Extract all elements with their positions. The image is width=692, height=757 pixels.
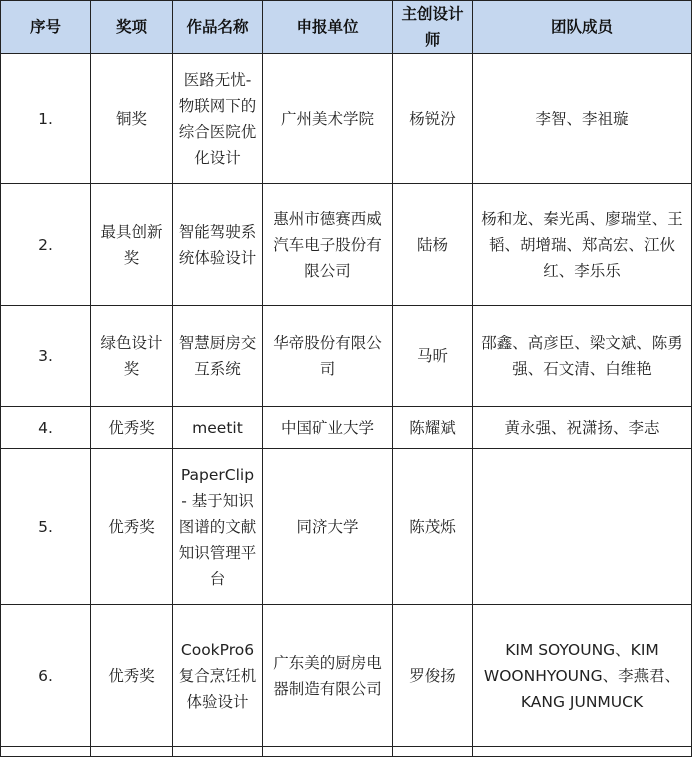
cell-work: CookPro6 复合烹饪机体验设计: [173, 605, 263, 747]
header-unit: 申报单位: [263, 1, 393, 54]
cell-team: [473, 449, 692, 605]
cell-designer: 陈耀斌: [393, 407, 473, 449]
cell-award: 优秀奖: [91, 605, 173, 747]
cell-award: 优秀奖: [91, 449, 173, 605]
cell-unit: 广州美术学院: [263, 54, 393, 184]
cell-team: 邵鑫、高彦臣、梁文斌、陈勇强、石文清、白维艳: [473, 306, 692, 407]
header-no: 序号: [1, 1, 91, 54]
cell-unit: 华帝股份有限公司: [263, 306, 393, 407]
cell-award: 优秀奖: [91, 407, 173, 449]
table-row: [1, 306, 692, 407]
cell-designer: 马昕: [393, 306, 473, 407]
cell-team: KIM SOYOUNG、KIM WOONHYOUNG、李燕君、KANG JUNMUCK: [473, 605, 692, 747]
table-row: [1, 54, 692, 184]
cell-work: 智能驾驶系统体验设计: [173, 184, 263, 306]
cell-no: 2.: [1, 184, 91, 306]
cell-no: 5.: [1, 449, 91, 605]
table-row: [1, 407, 692, 449]
cell-award: 最具创新奖: [91, 184, 173, 306]
cell-award: 绿色设计奖: [91, 306, 173, 407]
cell-work: 医路无忧-物联网下的综合医院优化设计: [173, 54, 263, 184]
cell-unit: 同济大学: [263, 449, 393, 605]
header-work: 作品名称: [173, 1, 263, 54]
table-row: [1, 184, 692, 306]
header-team: 团队成员: [473, 1, 692, 54]
table-row: [1, 605, 692, 747]
cell-team: 李智、李祖璇: [473, 54, 692, 184]
cell-team: 黄永强、祝潇扬、李志: [473, 407, 692, 449]
cell-unit: 中国矿业大学: [263, 407, 393, 449]
cell-designer: 杨锐汾: [393, 54, 473, 184]
table-row: [1, 449, 692, 605]
cell-designer: 罗俊扬: [393, 605, 473, 747]
cell-no: 6.: [1, 605, 91, 747]
table-header-row: [1, 1, 692, 54]
cell-team: 杨和龙、秦光禹、廖瑞堂、王韬、胡增瑞、郑高宏、江伙红、李乐乐: [473, 184, 692, 306]
cell-no: 3.: [1, 306, 91, 407]
cell-work: 智慧厨房交互系统: [173, 306, 263, 407]
cell-designer: 陈茂烁: [393, 449, 473, 605]
cell-no: 4.: [1, 407, 91, 449]
cell-unit: 广东美的厨房电器制造有限公司: [263, 605, 393, 747]
header-award: 奖项: [91, 1, 173, 54]
cell-designer: 陆杨: [393, 184, 473, 306]
cell-award: 铜奖: [91, 54, 173, 184]
cell-work: meetit: [173, 407, 263, 449]
cell-unit: 惠州市德赛西威汽车电子股份有限公司: [263, 184, 393, 306]
header-designer: 主创设计师: [393, 1, 473, 54]
cell-work: PaperClip - 基于知识图谱的文献知识管理平台: [173, 449, 263, 605]
cell-no: 1.: [1, 54, 91, 184]
